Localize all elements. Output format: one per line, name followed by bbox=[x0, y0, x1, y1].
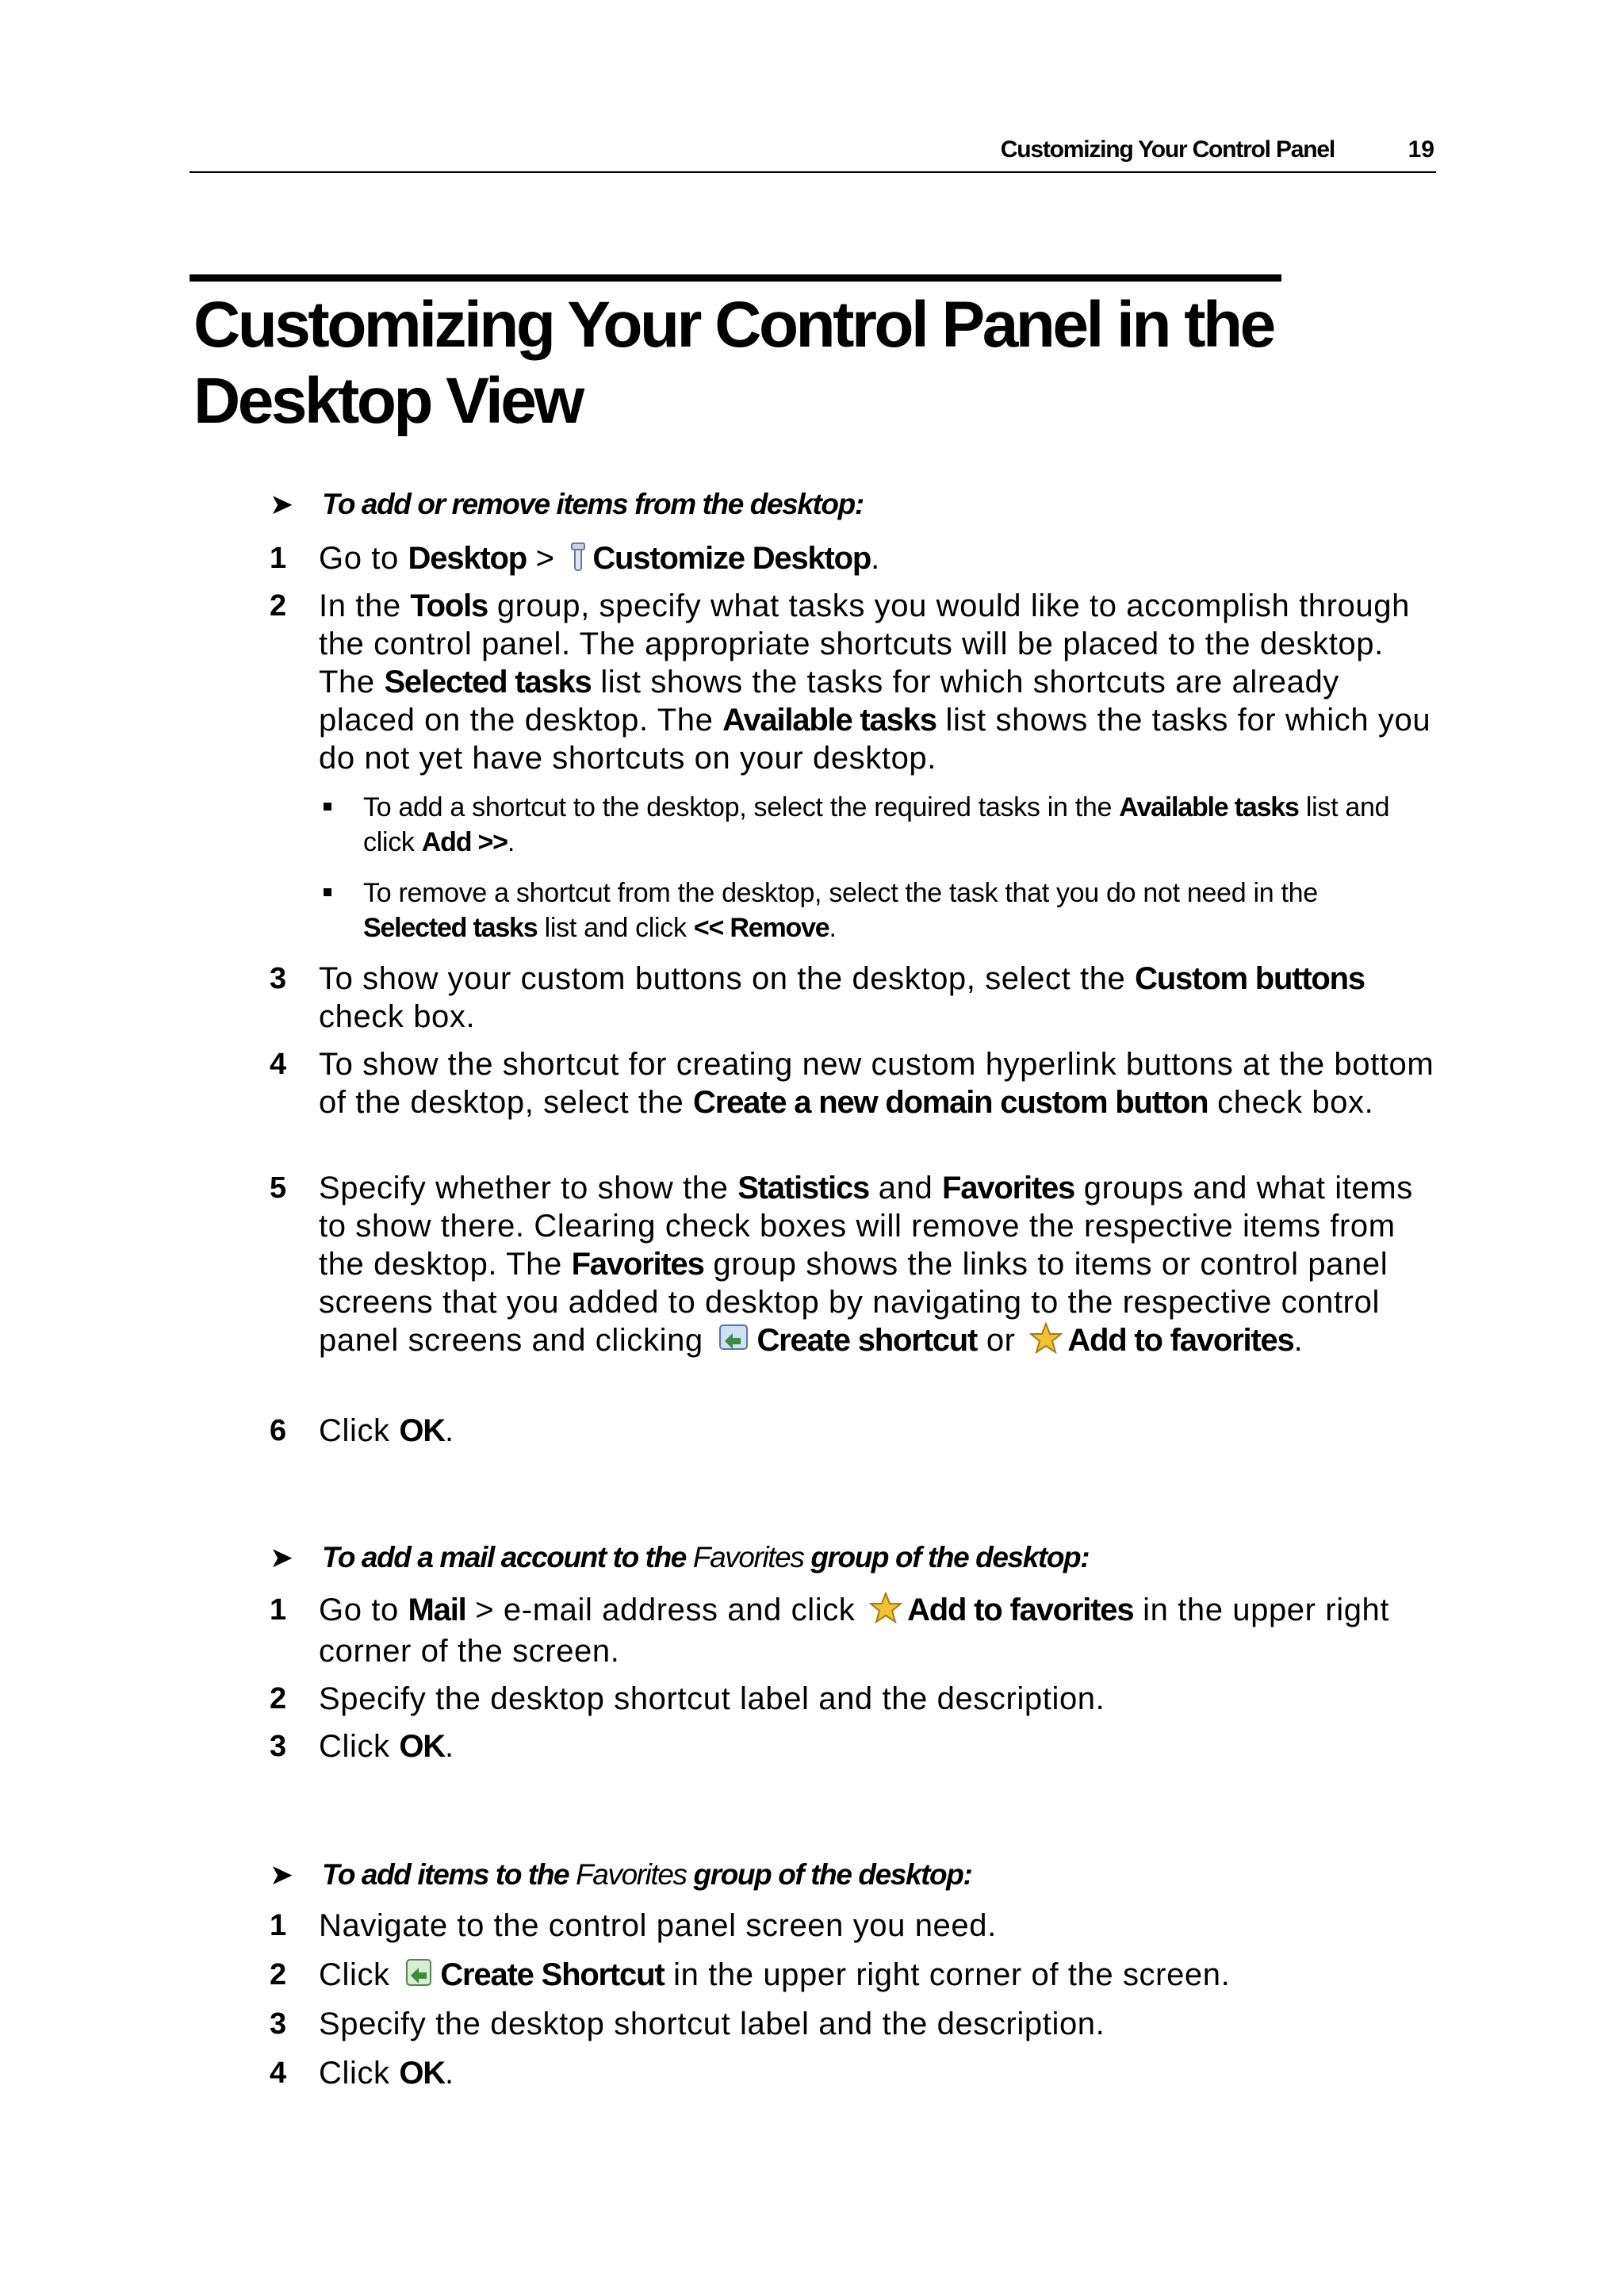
ui-term: Favorites bbox=[942, 1171, 1075, 1205]
page-title-line2: Desktop View bbox=[193, 365, 582, 437]
text-run: list and click bbox=[363, 792, 1390, 857]
text-run: > e-mail address and click bbox=[465, 1593, 865, 1627]
page-title bbox=[193, 287, 1542, 439]
menu-desktop: Desktop bbox=[408, 541, 527, 576]
step-5 bbox=[270, 1169, 1443, 1363]
text-run: Click bbox=[319, 1729, 400, 1764]
bullet-text bbox=[363, 790, 1427, 860]
page-number: 19 bbox=[1408, 136, 1434, 163]
arrow-bullet-icon: ➤ bbox=[270, 1541, 293, 1573]
text-run: list shows the tasks for which shortcuts are already placed on the desktop. The bbox=[319, 665, 1339, 738]
text-run: To add items to the bbox=[322, 1858, 576, 1891]
step-2 bbox=[270, 587, 1443, 777]
step-6 bbox=[270, 1412, 1443, 1450]
ui-term: Available tasks bbox=[1119, 792, 1299, 822]
text-run: Click bbox=[319, 2056, 400, 2091]
step-number: 3 bbox=[270, 1730, 287, 1763]
text-run: group of the desktop: bbox=[803, 1541, 1090, 1573]
ui-term: Create a new domain custom button bbox=[693, 1085, 1208, 1120]
text-run: Go to bbox=[319, 541, 408, 576]
step-number: 1 bbox=[270, 542, 287, 575]
step-number: 3 bbox=[270, 962, 287, 995]
text-run: > bbox=[526, 541, 565, 576]
text-run: To add a mail account to the bbox=[322, 1541, 693, 1573]
step-text bbox=[319, 1956, 1443, 1997]
step-number: 2 bbox=[270, 1682, 287, 1715]
text-run: groups and what items to show there. Clearing check boxes will remove the respective items from the desktop. The bbox=[319, 1171, 1413, 1282]
ui-term: Add to favorites bbox=[1067, 1323, 1294, 1358]
step-1 bbox=[270, 1907, 1443, 1945]
step-text bbox=[319, 1045, 1443, 1121]
step-number: 5 bbox=[270, 1171, 287, 1205]
ui-term: OK bbox=[399, 1729, 445, 1764]
text-run: and bbox=[869, 1171, 943, 1205]
step-text bbox=[319, 1169, 1443, 1363]
procedure-heading-text bbox=[322, 1856, 971, 1894]
procedure-heading-text: To add or remove items from the desktop: bbox=[322, 488, 864, 520]
text-run: check box. bbox=[1208, 1085, 1374, 1120]
create-shortcut-icon bbox=[717, 1322, 752, 1363]
step-number: 2 bbox=[270, 1958, 287, 1991]
ui-term: Selected tasks bbox=[384, 665, 592, 700]
ui-term: Add >> bbox=[421, 827, 508, 857]
text-run: group, specify what tasks you would like to accomplish through the control panel. The appropriate shortcuts will be placed to the desktop. The bbox=[319, 588, 1410, 700]
step-3 bbox=[270, 960, 1443, 1036]
step-number: 1 bbox=[270, 1593, 287, 1627]
text-run: . bbox=[1293, 1323, 1304, 1358]
step-text bbox=[319, 539, 1443, 581]
step-number: 2 bbox=[270, 589, 287, 623]
ui-term: Statistics bbox=[737, 1171, 870, 1205]
ui-term: OK bbox=[399, 2056, 445, 2091]
page-title-line1: Customizing Your Control Panel in the bbox=[193, 289, 1274, 361]
text-run: To remove a shortcut from the desktop, select the task that you do not need in the bbox=[363, 878, 1318, 908]
text-run: . bbox=[444, 2056, 454, 2091]
bullet-item bbox=[317, 790, 1427, 860]
ui-term: Tools bbox=[410, 588, 488, 623]
step-1 bbox=[270, 539, 1443, 581]
step-number: 1 bbox=[270, 1909, 287, 1942]
text-run: Click bbox=[319, 1957, 400, 1992]
bullet-item bbox=[317, 876, 1427, 945]
step-3 bbox=[270, 2005, 1443, 2043]
ui-term: Selected tasks bbox=[363, 913, 538, 943]
text-run: group shows the links to items or control panel screens that you added to desktop by navigating to the respective control panel screens and clicking bbox=[319, 1247, 1388, 1358]
square-bullet-icon bbox=[324, 803, 331, 811]
ui-term: OK bbox=[399, 1413, 445, 1448]
text-run: To add a shortcut to the desktop, select the required tasks in the bbox=[363, 792, 1120, 822]
step-1 bbox=[270, 1591, 1443, 1670]
text-run: . bbox=[444, 1413, 454, 1448]
menu-customize-desktop: Customize Desktop bbox=[592, 541, 871, 576]
text-run: Click bbox=[319, 1413, 400, 1448]
text-run: or bbox=[977, 1323, 1025, 1358]
step-text bbox=[319, 2054, 1443, 2092]
arrow-bullet-icon: ➤ bbox=[270, 1858, 293, 1891]
ui-term: Favorites bbox=[571, 1247, 704, 1282]
step-text: Specify the desktop shortcut label and the description. bbox=[319, 1681, 1105, 1716]
ui-term: Create Shortcut bbox=[440, 1957, 665, 1992]
ui-term: Mail bbox=[408, 1593, 466, 1627]
step-number: 3 bbox=[270, 2007, 287, 2041]
text-run: in the upper right corner of the screen. bbox=[664, 1957, 1231, 1992]
ui-term: Add to favorites bbox=[907, 1593, 1134, 1627]
text-run: . bbox=[507, 827, 515, 857]
step-3 bbox=[270, 1727, 1443, 1765]
add-to-favorites-star-icon bbox=[1029, 1322, 1063, 1363]
text-run: Favorites bbox=[576, 1858, 687, 1891]
step-2 bbox=[270, 1680, 1443, 1718]
step-4 bbox=[270, 1045, 1443, 1121]
text-run: . bbox=[871, 541, 880, 576]
text-run: group of the desktop: bbox=[686, 1858, 972, 1891]
step-text bbox=[319, 1412, 1443, 1450]
text-run: Go to bbox=[319, 1593, 408, 1627]
text-run: Specify whether to show the bbox=[319, 1171, 738, 1205]
text-run: list shows the tasks for which you do not yet have shortcuts on your desktop. bbox=[319, 703, 1431, 776]
text-run: . bbox=[829, 913, 837, 943]
text-run: Favorites bbox=[692, 1541, 804, 1573]
step-text bbox=[319, 1591, 1443, 1670]
procedure-heading-text bbox=[322, 1539, 1089, 1577]
text-run: To show the shortcut for creating new custom hyperlink buttons at the bottom of the desktop, select the bbox=[319, 1047, 1434, 1120]
text-run: check box. bbox=[319, 999, 476, 1034]
square-bullet-icon bbox=[324, 888, 331, 896]
running-header-title: Customizing Your Control Panel bbox=[1000, 136, 1335, 163]
step-number: 6 bbox=[270, 1414, 287, 1447]
bullet-text bbox=[363, 876, 1427, 945]
ui-term: << Remove bbox=[693, 913, 829, 943]
step-text: Navigate to the control panel screen you need. bbox=[319, 1908, 997, 1943]
ui-term: Create shortcut bbox=[756, 1323, 978, 1358]
step-text: Specify the desktop shortcut label and the description. bbox=[319, 2007, 1105, 2041]
step-4 bbox=[270, 2054, 1443, 2092]
step-number: 4 bbox=[270, 1048, 287, 1081]
title-rule bbox=[190, 274, 1281, 282]
arrow-bullet-icon: ➤ bbox=[270, 488, 293, 520]
text-run: list and click bbox=[537, 913, 694, 943]
customize-desktop-icon bbox=[569, 542, 588, 581]
text-run: . bbox=[444, 1729, 454, 1764]
step-text bbox=[319, 1727, 1443, 1765]
text-run: In the bbox=[319, 588, 411, 623]
ui-term: Custom buttons bbox=[1135, 961, 1365, 996]
ui-term: Available tasks bbox=[722, 703, 936, 738]
add-to-favorites-star-icon bbox=[869, 1592, 902, 1632]
step-2 bbox=[270, 1956, 1443, 1997]
text-run: in the upper right corner of the screen. bbox=[319, 1593, 1390, 1669]
running-header bbox=[190, 133, 1436, 173]
text-run: To show your custom buttons on the desktop, select the bbox=[319, 961, 1136, 996]
step-text bbox=[319, 587, 1443, 777]
step-number: 4 bbox=[270, 2056, 287, 2090]
step-text bbox=[319, 960, 1443, 1036]
create-shortcut-icon bbox=[404, 1957, 435, 1997]
